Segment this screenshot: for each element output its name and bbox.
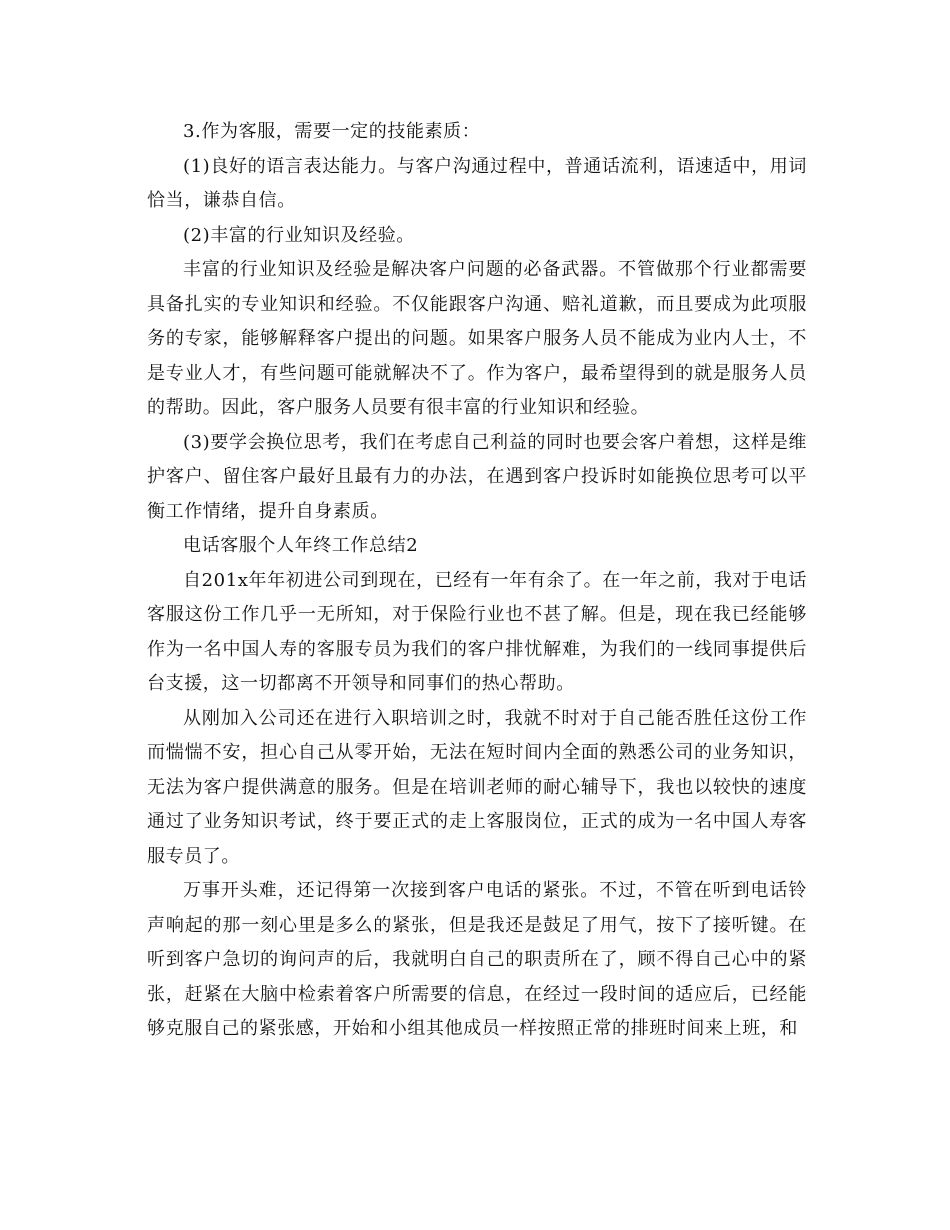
paragraph-skills-heading: 3.作为客服，需要一定的技能素质： (183, 121, 481, 142)
paragraph-industry-knowledge: 丰富的行业知识及经验是解决客户问题的必备武器。不管做那个行业都需要具备扎实的专业知识和经验。不仅能跟客户沟通、赔礼道歉，而且要成为此项服务的专家，能够解释客户提出的问题。如果客户服务人员不能成为业内人士，不是专业人才，有些问题可能就解决不了。作为客户，最希望得到的就是服务人员的帮助。因此，客户服务人员要有很丰富的行业知识和经验。 (147, 259, 807, 418)
section-title: 电话客服个人年终工作总结2 (183, 535, 419, 556)
paragraph-industry-knowledge-heading: (2)丰富的行业知识及经验。 (183, 224, 415, 246)
paragraph-first-call: 万事开头难，还记得第一次接到客户电话的紧张。不过，不管在听到电话铃声响起的那一刻心里是多么的紧张，但是我还是鼓足了用气，按下了接听键。在听到客户急切的询问声的后，我就明白自己的职责所在了，顾不得自己心中的紧张，赶紧在大脑中检索着客户所需要的信息，在经过一段时间的适应后，已经能够克服自己的紧张感，开始和小组其他成员一样按照正常的排班时间来上班，和 (147, 880, 807, 1039)
paragraph-intro: 自201x年年初进公司到现在，已经有一年有余了。在一年之前，我对于电话客服这份工作几乎一无所知，对于保险行业也不甚了解。但是，现在我已经能够作为一名中国人寿的客服专员为我们的客户排忧解难，为我们的一线同事提供后台支援，这一切都离不开领导和同事们的热心帮助。 (147, 569, 807, 694)
paragraph-training: 从刚加入公司还在进行入职培训之时，我就不时对于自己能否胜任这份工作而惴惴不安，担心自己从零开始，无法在短时间内全面的熟悉公司的业务知识，无法为客户提供满意的服务。但是在培训老师的耐心辅导下，我也以较快的速度通过了业务知识考试，终于要正式的走上客服岗位，正式的成为一名中国人寿客服专员了。 (147, 707, 807, 867)
document-body (147, 115, 807, 1047)
paragraph-empathy: (3)要学会换位思考，我们在考虑自己利益的同时也要会客户着想，这样是维护客户、留住客户最好且最有力的办法，在遇到客户投诉时如能换位思考可以平衡工作情绪，提升自身素质。 (147, 431, 807, 522)
paragraph-language-skill: (1)良好的语言表达能力。与客户沟通过程中，普通话流利，语速适中，用词恰当，谦恭自信。 (147, 155, 807, 211)
